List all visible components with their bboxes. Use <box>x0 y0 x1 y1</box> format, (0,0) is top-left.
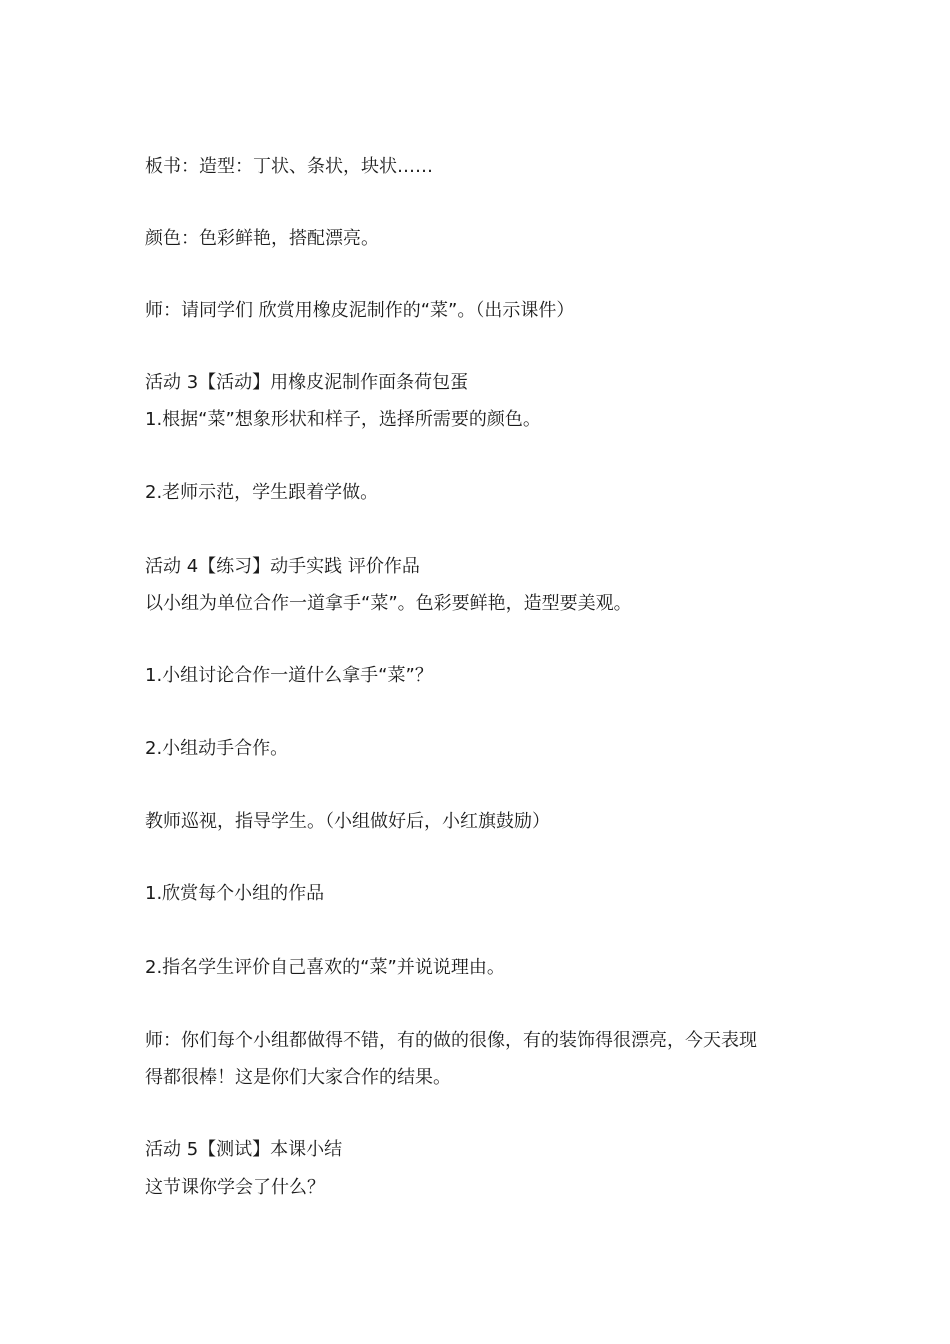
evaluate-works-line: 2.指名学生评价自己喜欢的“菜”并说说理由。 <box>145 957 505 978</box>
activity-3-heading: 活动 3【活动】用橡皮泥制作面条荷包蛋 <box>145 372 469 393</box>
teacher-praise-line-1: 师：你们每个小组都做得不错，有的做的很像，有的装饰得很漂亮，今天表现 <box>145 1030 757 1051</box>
activity-4-heading: 活动 4【练习】动手实践 评价作品 <box>145 556 420 577</box>
teacher-guidance-line: 教师巡视，指导学生。（小组做好后，小红旗鼓励） <box>145 811 550 832</box>
teacher-prompt-line: 师：请同学们 欣赏用橡皮泥制作的“菜”。（出示课件） <box>145 300 575 321</box>
activity-3-step-1: 1.根据“菜”想象形状和样子，选择所需要的颜色。 <box>145 409 541 430</box>
activity-4-step-1: 1.小组讨论合作一道什么拿手“菜”？ <box>145 665 433 686</box>
activity-5-heading: 活动 5【测试】本课小结 <box>145 1139 343 1160</box>
activity-3-step-2: 2.老师示范，学生跟着学做。 <box>145 482 379 503</box>
activity-4-intro: 以小组为单位合作一道拿手“菜”。色彩要鲜艳，造型要美观。 <box>145 593 632 614</box>
board-writing-line: 板书：造型：丁状、条状，块状…… <box>145 156 433 177</box>
activity-4-step-2: 2.小组动手合作。 <box>145 738 289 759</box>
color-line: 颜色：色彩鲜艳，搭配漂亮。 <box>145 228 379 249</box>
appreciate-works-line: 1.欣赏每个小组的作品 <box>145 883 325 904</box>
teacher-praise-line-2: 得都很棒！这是你们大家合作的结果。 <box>145 1067 451 1088</box>
activity-5-question: 这节课你学会了什么？ <box>145 1177 325 1198</box>
